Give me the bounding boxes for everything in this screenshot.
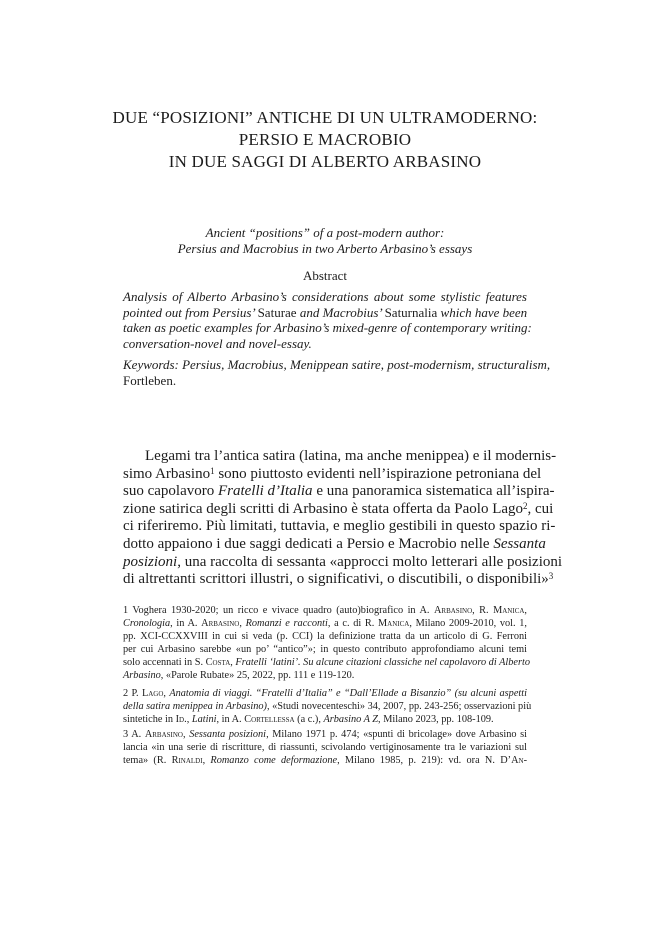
title-line: DUE “POSIZIONI” ANTICHE DI UN ULTRAMODERNO:: [112, 108, 538, 127]
title-line: IN DUE SAGGI DI ALBERTO ARBASINO: [168, 152, 482, 171]
note-fragment: ,: [163, 688, 170, 699]
body-line: [123, 553, 563, 572]
abstract-heading: Abstract: [302, 268, 348, 283]
article-title: [100, 107, 550, 173]
note-fragment: ,: [183, 729, 190, 740]
keywords-line: Fortleben.: [123, 372, 177, 388]
footnote-marker: 1: [210, 465, 215, 476]
body-line: [123, 465, 542, 484]
note-fragment: sintetiche in: [123, 714, 176, 725]
abstract-line: taken as poetic examples for Arbasino’s mixed-genre of contemporary writing:: [123, 320, 532, 335]
note-fragment: ,: [239, 618, 246, 629]
author-name: Rinaldi: [171, 755, 203, 766]
body-line: [123, 500, 554, 519]
english-title: [100, 225, 550, 257]
body-line: Legami tra l’antica satira (latina, ma anche menippea) e il modernis-: [145, 448, 557, 464]
body-fragment: di altrettanti scrittori illustri, o significativi, o discutibili, o disponibili»: [123, 571, 549, 588]
note-fragment: , in A.: [170, 618, 202, 629]
note-fragment: 2 P.: [123, 688, 142, 699]
footnote-line: [123, 728, 527, 741]
note-fragment: ,: [230, 657, 236, 668]
note-fragment: , Milano 1971 p. 474; «spunti di bricolage» dove Arbasino si: [266, 729, 527, 740]
title-line: PERSIO E MACROBIO: [238, 130, 412, 149]
footnote-line: [123, 700, 532, 713]
abstract-fragment: which have been: [437, 304, 528, 320]
keywords: [123, 357, 551, 388]
author-name: Manica: [378, 618, 410, 629]
note-fragment: , Milano 2009-2010, vol. 1,: [409, 618, 527, 629]
body-line: [123, 571, 554, 589]
note-fragment: (a c.),: [294, 714, 324, 725]
footnote-1: [123, 604, 530, 682]
abstract-line: [123, 305, 527, 321]
work-title: Arbasino: [123, 670, 161, 681]
footnote-line: per cui Arbasino sarebbe «un po’ “antico”»; in questo contributo approfondiamo alcuni temi: [123, 644, 527, 655]
work-title-saturae: Saturae: [257, 304, 297, 320]
abstract-fragment: and Macrobius’: [296, 304, 385, 320]
body-fragment: e una panoramica sistematica all’ispira-: [312, 483, 555, 500]
body-fragment: , cui: [527, 500, 554, 517]
note-fragment: ,: [186, 714, 192, 725]
work-title: Arbasino A Z: [323, 714, 379, 725]
footnote-line: [123, 669, 527, 682]
author-name: An-: [511, 755, 527, 766]
footnote-3: [123, 728, 527, 767]
footnote-line: lancia «in una serie di riscritture, di riassunti, scivolando vertiginosamente tra le variazioni sul: [123, 742, 527, 753]
note-fragment: ,: [524, 605, 527, 616]
body-line: [123, 535, 546, 554]
author-name: Manica: [493, 605, 525, 616]
footnote-line: [123, 687, 527, 700]
footnote-line: [123, 754, 527, 767]
work-title: Sessanta posizioni: [189, 729, 267, 740]
footnote-2: [123, 687, 532, 726]
author-name: Costa: [205, 657, 231, 668]
work-title: posizioni: [123, 553, 178, 570]
abstract-line: conversation-novel and novel-essay.: [123, 335, 312, 351]
body-paragraph: [123, 448, 563, 589]
author-name: Cortellessa: [244, 714, 295, 725]
abstract-text: [123, 289, 532, 351]
work-title: Fratelli ‘latini’. Su alcune citazioni classiche nel capolavoro di Alberto: [235, 657, 530, 668]
note-fragment: , R.: [472, 605, 494, 616]
work-title: della satira menippea in Arbasino): [123, 701, 267, 712]
body-fragment: sono piuttosto evidenti nell’ispirazione petroniana del: [214, 465, 542, 482]
note-fragment: 3 A.: [123, 729, 145, 740]
english-title-line: Persius and Macrobius in two Arberto Arbasino’s essays: [177, 241, 473, 256]
author-name: Arbasino: [144, 729, 183, 740]
body-fragment: zione satirica degli scritti di Arbasino è stata offerta da Paolo Lago: [123, 500, 524, 517]
author-name: Id.: [175, 714, 187, 725]
work-title: Romanzi e racconti: [245, 618, 328, 629]
author-name: Arbasino: [201, 618, 240, 629]
work-title-saturnalia: Saturnalia: [384, 304, 438, 320]
footnote-line: [123, 604, 527, 617]
body-line: [123, 483, 555, 501]
keywords-line: Keywords: Persius, Macrobius, Menippean satire, post-modernism, structuralism,: [123, 357, 551, 372]
abstract-line: Analysis of Alberto Arbasino’s considerations about some stylistic features: [123, 289, 527, 304]
note-fragment: , Milano 1985, p. 219): vd. ora N. D’: [337, 755, 512, 766]
note-fragment: solo accennati in S.: [123, 657, 206, 668]
work-title: Latini: [191, 714, 217, 725]
note-fragment: 1 Voghera 1930-2020; un ricco e vivace quadro (auto)biografico in A.: [123, 605, 434, 616]
body-fragment: , una raccolta di sessanta «approcci molto letterari alle posizioni: [177, 553, 563, 570]
note-fragment: , a c. di R.: [327, 618, 378, 629]
footnote-marker: 2: [523, 500, 528, 511]
note-fragment: , «Studi novecenteschi» 34, 2007, pp. 243-256; osservazioni più: [266, 701, 532, 712]
work-title: Sessanta: [493, 535, 546, 552]
note-fragment: tema» (R.: [123, 755, 172, 766]
abstract-fragment: pointed out from Persius’: [123, 304, 258, 320]
author-name: Arbasino: [433, 605, 473, 616]
body-fragment: simo Arbasino: [123, 465, 211, 482]
note-fragment: , in A.: [216, 714, 245, 725]
english-title-line: Ancient “positions” of a post-modern author:: [205, 225, 445, 240]
work-title: Anatomia di viaggi. “Fratelli d’Italia” e “Dall’Ellade a Bisanzio” (su alcuni aspetti: [169, 688, 527, 699]
body-line: ci riferiremo. Più limitati, tuttavia, e meglio gestibili in questo spazio ri-: [123, 518, 556, 535]
note-fragment: ,: [202, 755, 211, 766]
footnote-line: [123, 617, 527, 630]
footnote-line: [123, 656, 530, 669]
body-fragment: dotto appaiono i due saggi dedicati a Persio e Macrobio nelle: [123, 535, 494, 552]
footnote-line: pp. XCI-CCXXVIII in cui si veda (p. CCI) la definizione tratta da un articolo di G. Ferroni: [123, 631, 527, 642]
footnote-marker: 3: [548, 571, 554, 582]
body-fragment: suo capolavoro: [123, 483, 218, 500]
work-title: Romanzo come deformazione: [210, 755, 338, 766]
footnote-line: [123, 713, 527, 726]
author-name: Lago: [141, 688, 164, 699]
note-fragment: , «Parole Rubate» 25, 2022, pp. 111 e 119-120.: [160, 670, 355, 681]
work-title: Cronologia: [123, 618, 171, 629]
work-title: Fratelli d’Italia: [217, 483, 313, 500]
note-fragment: , Milano 2023, pp. 108-109.: [378, 714, 494, 725]
